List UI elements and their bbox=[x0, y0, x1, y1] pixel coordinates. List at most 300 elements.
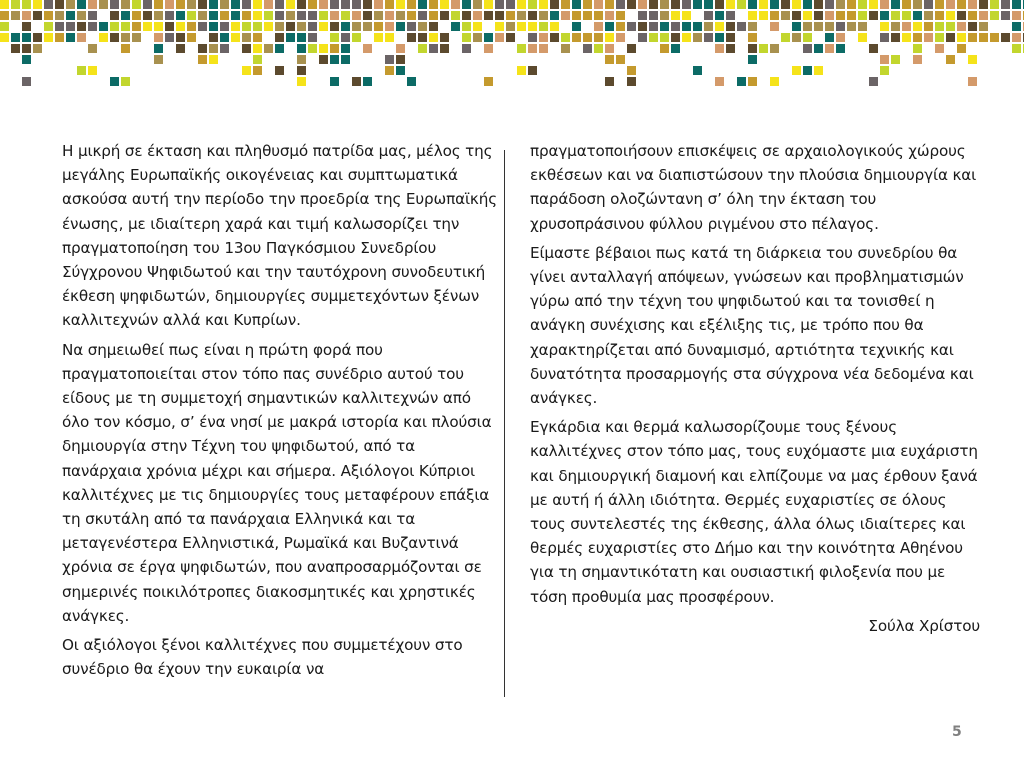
mosaic-tile bbox=[803, 44, 812, 53]
mosaic-tile bbox=[550, 22, 559, 31]
mosaic-tile bbox=[165, 22, 174, 31]
mosaic-tile bbox=[275, 11, 284, 20]
mosaic-tile bbox=[616, 0, 625, 9]
mosaic-tile bbox=[913, 11, 922, 20]
mosaic-tile bbox=[77, 66, 86, 75]
mosaic-tile bbox=[682, 0, 691, 9]
mosaic-tile bbox=[770, 77, 779, 86]
mosaic-tile bbox=[594, 22, 603, 31]
mosaic-tile bbox=[209, 44, 218, 53]
mosaic-tile bbox=[572, 11, 581, 20]
mosaic-tile bbox=[462, 44, 471, 53]
mosaic-tile bbox=[341, 33, 350, 42]
mosaic-tile bbox=[627, 44, 636, 53]
mosaic-tile bbox=[154, 44, 163, 53]
mosaic-tile bbox=[363, 0, 372, 9]
mosaic-tile bbox=[319, 11, 328, 20]
mosaic-tile bbox=[671, 11, 680, 20]
mosaic-tile bbox=[330, 44, 339, 53]
mosaic-tile bbox=[363, 11, 372, 20]
mosaic-tile bbox=[979, 11, 988, 20]
mosaic-tile bbox=[616, 55, 625, 64]
mosaic-tile bbox=[121, 77, 130, 86]
mosaic-tile bbox=[880, 11, 889, 20]
mosaic-tile bbox=[231, 22, 240, 31]
mosaic-tile bbox=[0, 22, 9, 31]
mosaic-tile bbox=[814, 22, 823, 31]
mosaic-tile bbox=[836, 0, 845, 9]
mosaic-tile bbox=[704, 33, 713, 42]
mosaic-tile bbox=[11, 44, 20, 53]
mosaic-tile bbox=[825, 0, 834, 9]
mosaic-tile bbox=[22, 33, 31, 42]
mosaic-tile bbox=[231, 33, 240, 42]
mosaic-tile bbox=[627, 0, 636, 9]
mosaic-tile bbox=[22, 44, 31, 53]
mosaic-tile bbox=[484, 33, 493, 42]
mosaic-tile bbox=[748, 0, 757, 9]
mosaic-tile bbox=[374, 22, 383, 31]
mosaic-tile bbox=[209, 55, 218, 64]
mosaic-tile bbox=[440, 44, 449, 53]
mosaic-tile bbox=[242, 44, 251, 53]
mosaic-tile bbox=[1012, 11, 1021, 20]
mosaic-tile bbox=[308, 11, 317, 20]
mosaic-tile bbox=[803, 0, 812, 9]
mosaic-tile bbox=[385, 33, 394, 42]
mosaic-tile bbox=[154, 22, 163, 31]
mosaic-tile bbox=[341, 0, 350, 9]
mosaic-tile bbox=[792, 33, 801, 42]
mosaic-tile bbox=[561, 33, 570, 42]
mosaic-tile bbox=[726, 0, 735, 9]
mosaic-tile bbox=[715, 33, 724, 42]
mosaic-tile bbox=[253, 11, 262, 20]
mosaic-tile bbox=[154, 0, 163, 9]
mosaic-tile bbox=[33, 33, 42, 42]
mosaic-tile bbox=[187, 33, 196, 42]
mosaic-tile bbox=[649, 11, 658, 20]
mosaic-tile bbox=[385, 11, 394, 20]
mosaic-tile bbox=[352, 11, 361, 20]
mosaic-tile bbox=[605, 22, 614, 31]
mosaic-tile bbox=[968, 77, 977, 86]
mosaic-tile bbox=[286, 11, 295, 20]
mosaic-tile bbox=[187, 11, 196, 20]
mosaic-tile bbox=[407, 77, 416, 86]
mosaic-tile bbox=[198, 22, 207, 31]
mosaic-tile bbox=[968, 33, 977, 42]
mosaic-tile bbox=[803, 22, 812, 31]
mosaic-tile bbox=[330, 33, 339, 42]
mosaic-tile bbox=[946, 33, 955, 42]
mosaic-tile bbox=[154, 55, 163, 64]
mosaic-tile bbox=[517, 66, 526, 75]
mosaic-tile bbox=[1012, 22, 1021, 31]
mosaic-tile bbox=[132, 22, 141, 31]
mosaic-tile bbox=[671, 44, 680, 53]
mosaic-tile bbox=[825, 44, 834, 53]
mosaic-tile bbox=[792, 11, 801, 20]
mosaic-tile bbox=[814, 66, 823, 75]
mosaic-tile bbox=[121, 44, 130, 53]
right-text-column bbox=[530, 139, 980, 643]
paragraph: Είμαστε βέβαιοι πως κατά τη διάρκεια του συνεδρίου θα γίνει ανταλλαγή απόψεων, γνώσεων και προβληματισμών γύρω από την τέχνη του ψηφιδωτού και τα τονισθεί η ανάγκη συνέχισης και εξέλιξης τις, με τρόπο που θα χαρακτηρίζεται από δυναμισμό, αρτιότητα τεχνικής και δυνατότητα προσαρμογής στα σύγχρονα νέα δεδομένα και ανάγκες. bbox=[530, 243, 974, 408]
mosaic-tile bbox=[638, 33, 647, 42]
mosaic-tile bbox=[462, 11, 471, 20]
mosaic-tile bbox=[363, 22, 372, 31]
mosaic-tile bbox=[418, 11, 427, 20]
mosaic-tile bbox=[33, 11, 42, 20]
mosaic-tile bbox=[671, 22, 680, 31]
mosaic-tile bbox=[198, 55, 207, 64]
mosaic-tile bbox=[847, 0, 856, 9]
mosaic-tile bbox=[66, 33, 75, 42]
mosaic-tile bbox=[253, 66, 262, 75]
mosaic-tile bbox=[55, 33, 64, 42]
mosaic-tile bbox=[396, 44, 405, 53]
mosaic-tile bbox=[385, 66, 394, 75]
mosaic-tile bbox=[957, 22, 966, 31]
mosaic-tile bbox=[517, 22, 526, 31]
mosaic-tile bbox=[847, 22, 856, 31]
mosaic-tile bbox=[297, 44, 306, 53]
mosaic-tile bbox=[616, 11, 625, 20]
mosaic-tile bbox=[968, 22, 977, 31]
mosaic-tile bbox=[693, 66, 702, 75]
mosaic-tile bbox=[297, 11, 306, 20]
mosaic-tile bbox=[352, 0, 361, 9]
mosaic-tile bbox=[605, 77, 614, 86]
mosaic-tile bbox=[792, 66, 801, 75]
mosaic-tile bbox=[583, 33, 592, 42]
paragraph: Η μικρή σε έκταση και πληθυσμό πατρίδα μας, μέλος της μεγάλης Ευρωπαϊκής οικογένειας και συμπτωματικά ασκούσα αυτή την περίοδο την προεδρία της Ευρωπαϊκής ένωσης, με ιδιαίτερη χαρά και τιμή καλωσορίζει την πραγματοποίηση του 13ου Παγκόσμιου Συνεδρίου Σύγχρονου Ψηφιδωτού και την ταυτόχρονη συνοδευτική έκθεση ψηφιδωτών, δημιουργίες συμμετεχόντων ξένων καλλιτεχνών αλλά και Κυπρίων. bbox=[62, 142, 497, 330]
mosaic-tile bbox=[649, 0, 658, 9]
mosaic-tile bbox=[528, 44, 537, 53]
mosaic-tile bbox=[726, 11, 735, 20]
mosaic-tile bbox=[517, 11, 526, 20]
mosaic-tile bbox=[913, 33, 922, 42]
mosaic-tile bbox=[121, 0, 130, 9]
mosaic-tile bbox=[132, 11, 141, 20]
mosaic-tile bbox=[858, 11, 867, 20]
mosaic-tile bbox=[88, 44, 97, 53]
mosaic-tile bbox=[209, 22, 218, 31]
mosaic-tile bbox=[352, 22, 361, 31]
paragraph: πραγματοποιήσουν επισκέψεις σε αρχαιολογικούς χώρους εκθέσεων και να διαπιστώσουν την πλούσια δημιουργία και παράδοση ολοζώντανη σ’ όλη την έκταση του χρυσοπράσινου φύλλου ριγμένου στο πέλαγος. bbox=[530, 142, 977, 233]
mosaic-tile bbox=[902, 0, 911, 9]
mosaic-tile bbox=[176, 11, 185, 20]
mosaic-tile bbox=[869, 11, 878, 20]
mosaic-tile bbox=[33, 44, 42, 53]
mosaic-tile bbox=[341, 11, 350, 20]
mosaic-tile bbox=[165, 0, 174, 9]
column-divider bbox=[504, 150, 505, 697]
mosaic-tile bbox=[55, 0, 64, 9]
mosaic-tile bbox=[110, 11, 119, 20]
mosaic-tile bbox=[605, 44, 614, 53]
mosaic-tile bbox=[121, 33, 130, 42]
mosaic-tile bbox=[836, 11, 845, 20]
mosaic-tile bbox=[539, 22, 548, 31]
mosaic-tile bbox=[286, 33, 295, 42]
mosaic-tile bbox=[11, 11, 20, 20]
mosaic-tile bbox=[957, 11, 966, 20]
mosaic-tile bbox=[209, 33, 218, 42]
mosaic-tile bbox=[231, 11, 240, 20]
mosaic-tile bbox=[1001, 33, 1010, 42]
mosaic-tile bbox=[660, 33, 669, 42]
mosaic-tile bbox=[484, 0, 493, 9]
mosaic-tile bbox=[253, 22, 262, 31]
mosaic-tile bbox=[242, 22, 251, 31]
mosaic-tile bbox=[990, 33, 999, 42]
mosaic-tile bbox=[924, 22, 933, 31]
mosaic-tile bbox=[550, 0, 559, 9]
mosaic-tile bbox=[935, 22, 944, 31]
mosaic-tile bbox=[220, 33, 229, 42]
mosaic-tile bbox=[660, 11, 669, 20]
mosaic-tile bbox=[319, 22, 328, 31]
mosaic-tile bbox=[550, 33, 559, 42]
mosaic-tile bbox=[572, 0, 581, 9]
mosaic-tile bbox=[935, 44, 944, 53]
mosaic-tile bbox=[715, 77, 724, 86]
mosaic-tile bbox=[660, 44, 669, 53]
mosaic-tile bbox=[484, 44, 493, 53]
mosaic-tile bbox=[957, 33, 966, 42]
mosaic-header-decoration bbox=[0, 0, 1024, 90]
mosaic-tile bbox=[682, 22, 691, 31]
mosaic-tile bbox=[506, 11, 515, 20]
mosaic-tile bbox=[220, 22, 229, 31]
mosaic-tile bbox=[44, 0, 53, 9]
mosaic-tile bbox=[671, 33, 680, 42]
mosaic-tile bbox=[594, 44, 603, 53]
mosaic-tile bbox=[66, 22, 75, 31]
mosaic-tile bbox=[869, 0, 878, 9]
mosaic-tile bbox=[319, 0, 328, 9]
mosaic-tile bbox=[231, 0, 240, 9]
mosaic-tile bbox=[616, 33, 625, 42]
mosaic-tile bbox=[286, 0, 295, 9]
mosaic-tile bbox=[132, 33, 141, 42]
mosaic-tile bbox=[396, 22, 405, 31]
mosaic-tile bbox=[407, 33, 416, 42]
mosaic-tile bbox=[902, 11, 911, 20]
mosaic-tile bbox=[737, 77, 746, 86]
mosaic-tile bbox=[275, 33, 284, 42]
mosaic-tile bbox=[726, 33, 735, 42]
mosaic-tile bbox=[506, 0, 515, 9]
mosaic-tile bbox=[726, 22, 735, 31]
mosaic-tile bbox=[275, 0, 284, 9]
mosaic-tile bbox=[748, 77, 757, 86]
mosaic-tile bbox=[968, 0, 977, 9]
mosaic-tile bbox=[121, 11, 130, 20]
mosaic-tile bbox=[770, 44, 779, 53]
mosaic-tile bbox=[836, 22, 845, 31]
mosaic-tile bbox=[891, 11, 900, 20]
mosaic-tile bbox=[880, 55, 889, 64]
mosaic-tile bbox=[22, 22, 31, 31]
mosaic-tile bbox=[517, 0, 526, 9]
mosaic-tile bbox=[66, 0, 75, 9]
mosaic-tile bbox=[473, 22, 482, 31]
mosaic-tile bbox=[539, 11, 548, 20]
mosaic-tile bbox=[990, 11, 999, 20]
mosaic-tile bbox=[418, 0, 427, 9]
mosaic-tile bbox=[539, 44, 548, 53]
mosaic-tile bbox=[154, 11, 163, 20]
mosaic-tile bbox=[770, 0, 779, 9]
mosaic-tile bbox=[484, 77, 493, 86]
mosaic-tile bbox=[748, 33, 757, 42]
mosaic-tile bbox=[220, 44, 229, 53]
mosaic-tile bbox=[748, 44, 757, 53]
mosaic-tile bbox=[209, 11, 218, 20]
mosaic-tile bbox=[627, 22, 636, 31]
mosaic-tile bbox=[341, 55, 350, 64]
mosaic-tile bbox=[275, 22, 284, 31]
mosaic-tile bbox=[418, 33, 427, 42]
mosaic-tile bbox=[1001, 0, 1010, 9]
mosaic-tile bbox=[198, 0, 207, 9]
mosaic-tile bbox=[363, 44, 372, 53]
mosaic-tile bbox=[825, 22, 834, 31]
mosaic-tile bbox=[352, 77, 361, 86]
mosaic-tile bbox=[924, 33, 933, 42]
mosaic-tile bbox=[242, 66, 251, 75]
mosaic-tile bbox=[1001, 11, 1010, 20]
mosaic-tile bbox=[869, 44, 878, 53]
mosaic-tile bbox=[220, 0, 229, 9]
mosaic-tile bbox=[77, 33, 86, 42]
mosaic-tile bbox=[429, 11, 438, 20]
mosaic-tile bbox=[385, 22, 394, 31]
mosaic-tile bbox=[242, 11, 251, 20]
mosaic-tile bbox=[77, 0, 86, 9]
mosaic-tile bbox=[880, 66, 889, 75]
mosaic-tile bbox=[946, 55, 955, 64]
author-signature: Σούλα Χρίστου bbox=[868, 616, 980, 635]
mosaic-tile bbox=[451, 11, 460, 20]
mosaic-tile bbox=[550, 11, 559, 20]
mosaic-tile bbox=[429, 22, 438, 31]
left-text-column bbox=[62, 139, 498, 686]
mosaic-tile bbox=[319, 44, 328, 53]
mosaic-tile bbox=[539, 33, 548, 42]
mosaic-tile bbox=[22, 55, 31, 64]
mosaic-tile bbox=[770, 11, 779, 20]
mosaic-tile bbox=[22, 0, 31, 9]
mosaic-tile bbox=[396, 0, 405, 9]
mosaic-tile bbox=[627, 66, 636, 75]
mosaic-tile bbox=[451, 0, 460, 9]
mosaic-tile bbox=[418, 22, 427, 31]
mosaic-tile bbox=[132, 0, 141, 9]
mosaic-tile bbox=[341, 44, 350, 53]
mosaic-tile bbox=[693, 0, 702, 9]
mosaic-tile bbox=[638, 11, 647, 20]
mosaic-tile bbox=[913, 0, 922, 9]
mosaic-tile bbox=[913, 44, 922, 53]
mosaic-tile bbox=[825, 33, 834, 42]
mosaic-tile bbox=[165, 11, 174, 20]
mosaic-tile bbox=[396, 66, 405, 75]
mosaic-tile bbox=[473, 0, 482, 9]
mosaic-tile bbox=[88, 22, 97, 31]
mosaic-tile bbox=[946, 22, 955, 31]
mosaic-tile bbox=[176, 44, 185, 53]
mosaic-tile bbox=[693, 33, 702, 42]
mosaic-tile bbox=[407, 11, 416, 20]
mosaic-tile bbox=[715, 11, 724, 20]
mosaic-tile bbox=[407, 0, 416, 9]
mosaic-tile bbox=[957, 44, 966, 53]
mosaic-tile bbox=[462, 0, 471, 9]
mosaic-tile bbox=[583, 0, 592, 9]
mosaic-tile bbox=[11, 33, 20, 42]
mosaic-tile bbox=[759, 0, 768, 9]
mosaic-tile bbox=[275, 66, 284, 75]
mosaic-tile bbox=[407, 22, 416, 31]
mosaic-tile bbox=[880, 0, 889, 9]
mosaic-tile bbox=[99, 22, 108, 31]
mosaic-tile bbox=[253, 0, 262, 9]
mosaic-tile bbox=[682, 33, 691, 42]
mosaic-tile bbox=[473, 33, 482, 42]
mosaic-tile bbox=[297, 22, 306, 31]
mosaic-tile bbox=[198, 11, 207, 20]
mosaic-tile bbox=[649, 22, 658, 31]
mosaic-tile bbox=[638, 0, 647, 9]
mosaic-tile bbox=[891, 55, 900, 64]
mosaic-tile bbox=[1012, 33, 1021, 42]
mosaic-tile bbox=[693, 22, 702, 31]
mosaic-tile bbox=[363, 77, 372, 86]
mosaic-tile bbox=[187, 22, 196, 31]
mosaic-tile bbox=[22, 11, 31, 20]
mosaic-tile bbox=[484, 11, 493, 20]
mosaic-tile bbox=[704, 11, 713, 20]
mosaic-tile bbox=[374, 11, 383, 20]
mosaic-tile bbox=[561, 11, 570, 20]
mosaic-tile bbox=[440, 11, 449, 20]
mosaic-tile bbox=[429, 33, 438, 42]
mosaic-tile bbox=[77, 22, 86, 31]
mosaic-tile bbox=[638, 22, 647, 31]
mosaic-tile bbox=[957, 0, 966, 9]
mosaic-tile bbox=[319, 55, 328, 64]
mosaic-tile bbox=[715, 44, 724, 53]
mosaic-tile bbox=[176, 22, 185, 31]
mosaic-tile bbox=[946, 0, 955, 9]
mosaic-tile bbox=[836, 44, 845, 53]
mosaic-tile bbox=[374, 0, 383, 9]
mosaic-tile bbox=[726, 44, 735, 53]
mosaic-tile bbox=[968, 11, 977, 20]
mosaic-tile bbox=[11, 0, 20, 9]
mosaic-tile bbox=[396, 11, 405, 20]
mosaic-tile bbox=[220, 11, 229, 20]
mosaic-tile bbox=[374, 33, 383, 42]
mosaic-tile bbox=[55, 22, 64, 31]
mosaic-tile bbox=[451, 22, 460, 31]
mosaic-tile bbox=[935, 33, 944, 42]
mosaic-tile bbox=[561, 0, 570, 9]
mosaic-tile bbox=[99, 0, 108, 9]
